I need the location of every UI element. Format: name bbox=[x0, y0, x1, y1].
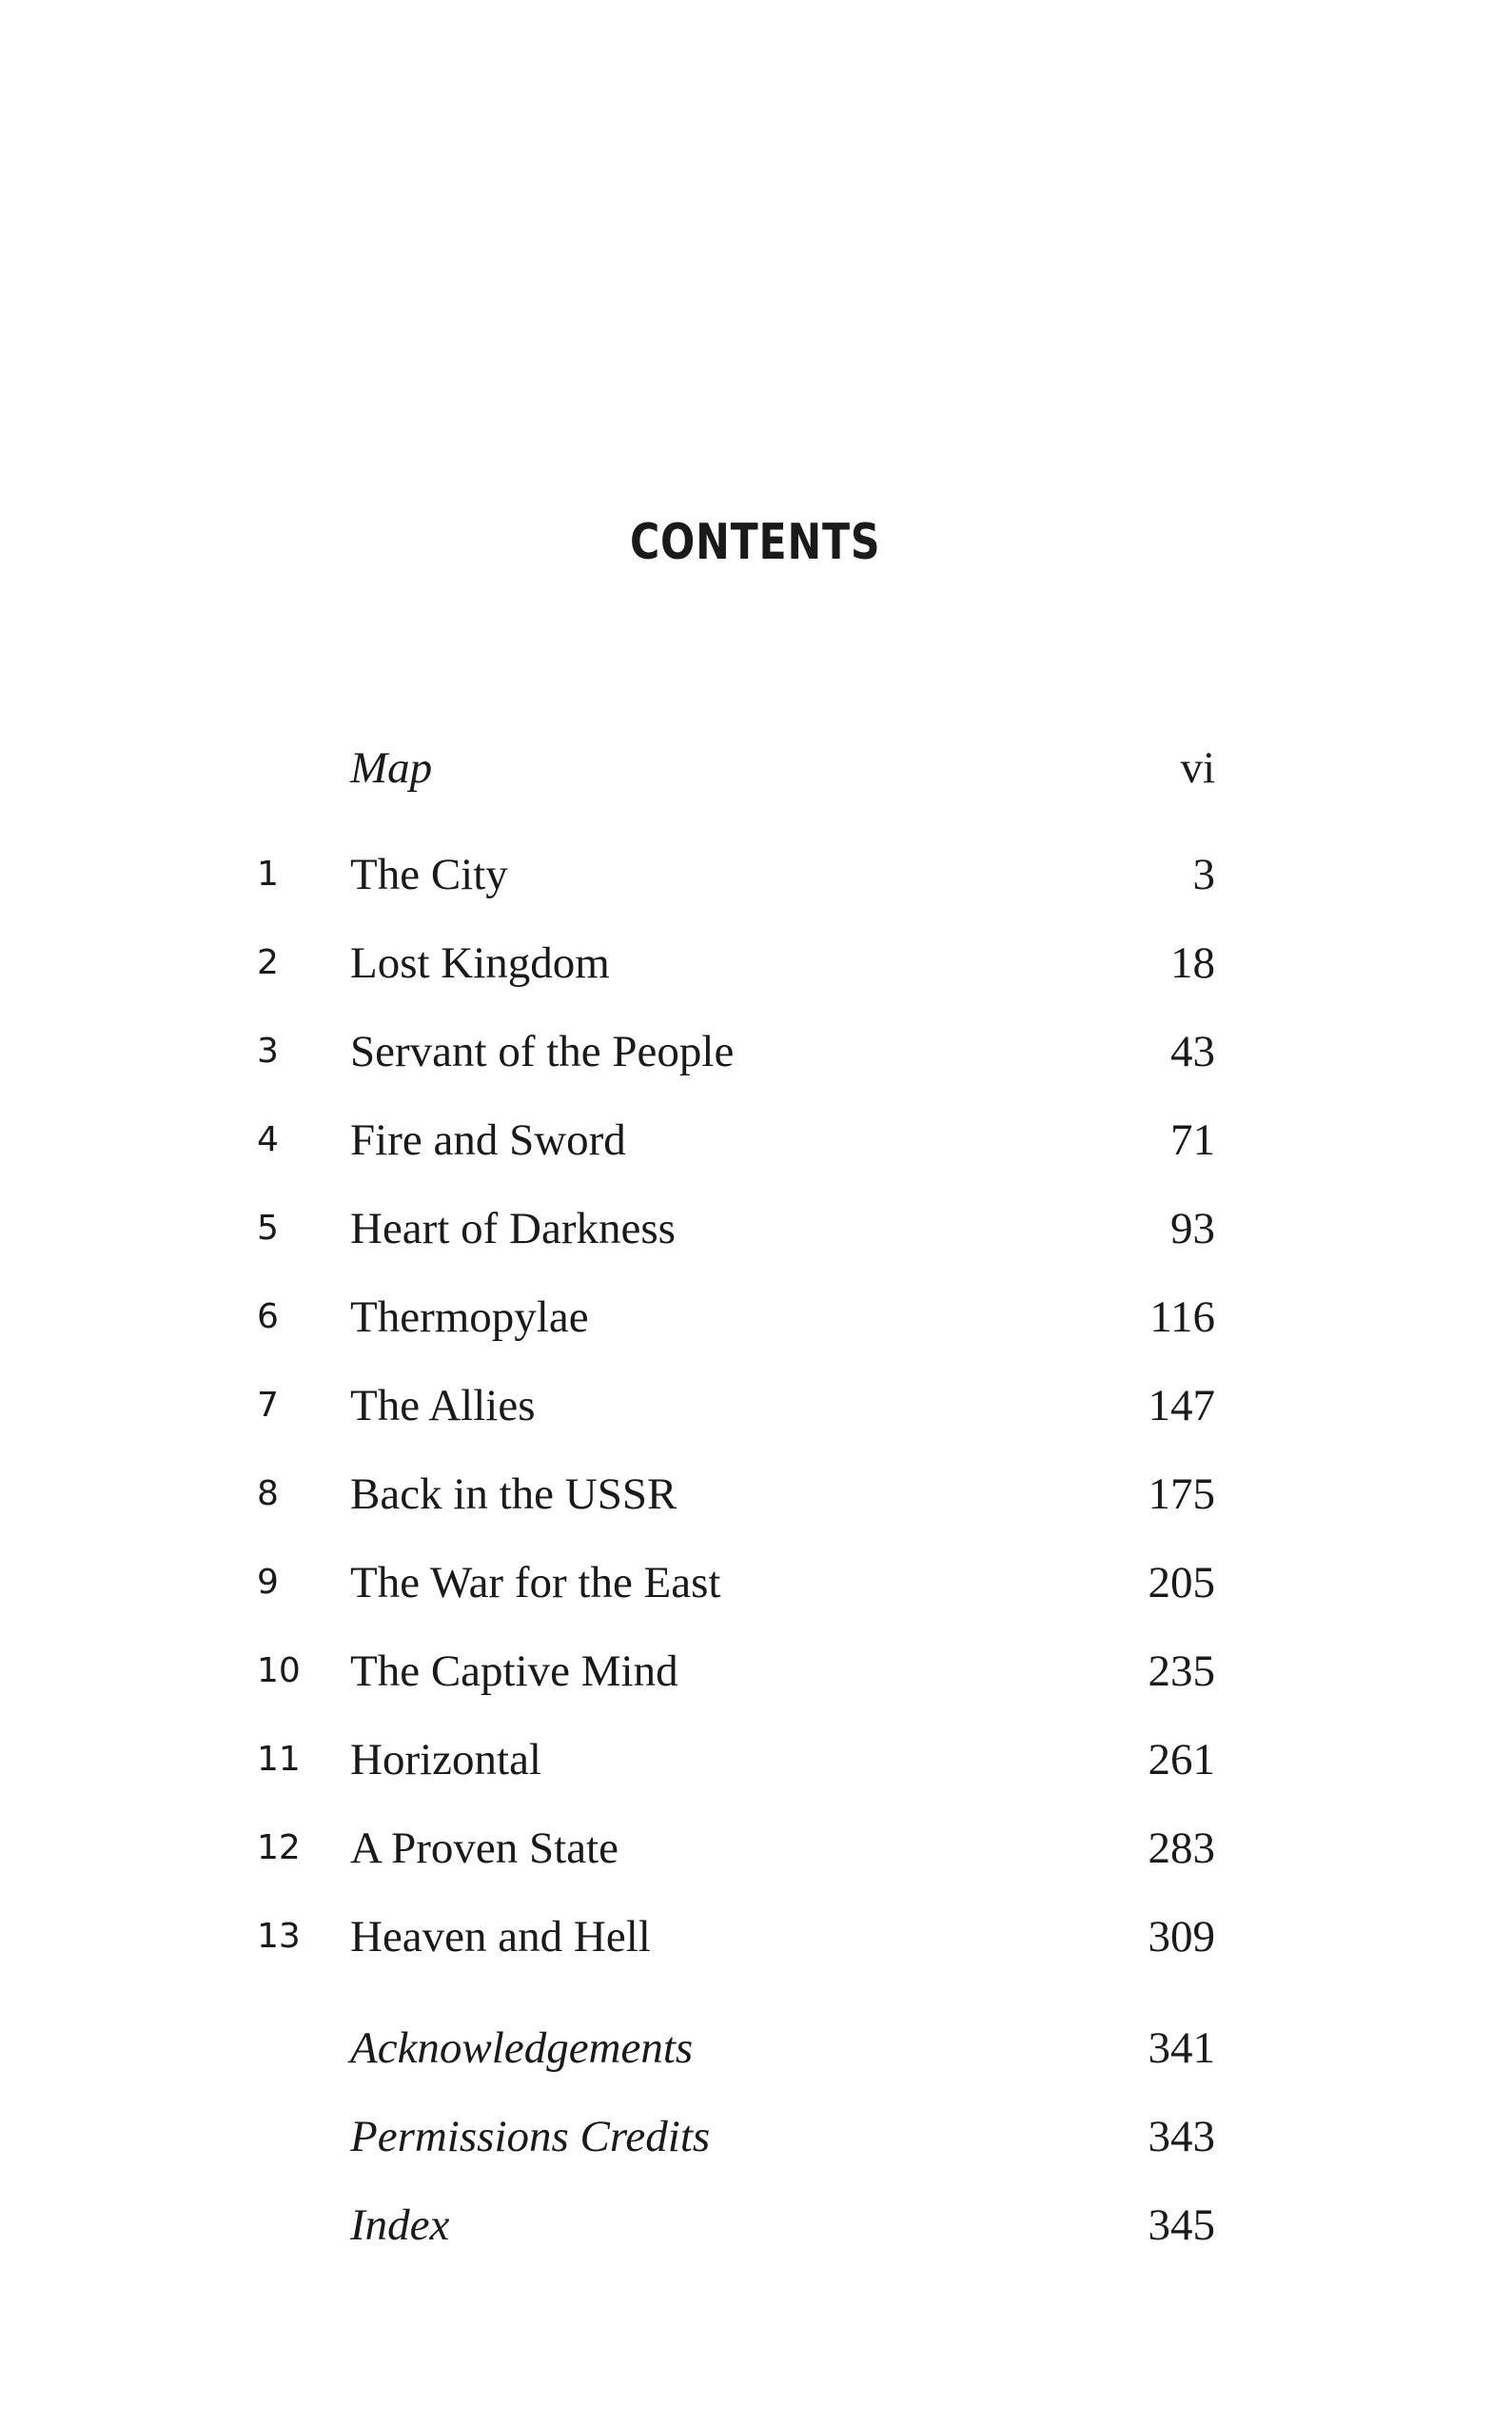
chapter-title: Heaven and Hell bbox=[350, 1912, 651, 1962]
chapter-title: Horizontal bbox=[350, 1735, 541, 1784]
toc-chapter-11 bbox=[0, 1726, 1512, 1793]
chapter-page: 147 bbox=[1148, 1381, 1215, 1430]
toc-entry-label: Map bbox=[350, 743, 433, 793]
toc-entry-permissions-credits bbox=[0, 2103, 1512, 2170]
toc-entry-label: Permissions Credits bbox=[350, 2112, 711, 2161]
toc-entry-label: Acknowledgements bbox=[350, 2023, 694, 2073]
chapter-page: 43 bbox=[1170, 1027, 1215, 1076]
toc-entry-page: 345 bbox=[1148, 2200, 1215, 2250]
page-title: CONTENTS bbox=[629, 514, 881, 571]
chapter-page: 309 bbox=[1148, 1912, 1215, 1962]
chapter-number: 13 bbox=[257, 1917, 301, 1956]
chapter-title: A Proven State bbox=[350, 1824, 619, 1873]
toc-entry-map bbox=[0, 735, 1512, 801]
chapter-title: Fire and Sword bbox=[350, 1115, 626, 1165]
toc-entry-index bbox=[0, 2192, 1512, 2258]
toc-chapter-7 bbox=[0, 1372, 1512, 1439]
chapter-number: 11 bbox=[257, 1740, 301, 1779]
chapter-page: 93 bbox=[1170, 1204, 1215, 1253]
chapter-number: 4 bbox=[257, 1120, 279, 1159]
toc-chapter-13 bbox=[0, 1903, 1512, 1970]
chapter-page: 3 bbox=[1192, 850, 1215, 899]
toc-chapter-8 bbox=[0, 1461, 1512, 1528]
toc-chapter-1 bbox=[0, 841, 1512, 908]
chapter-page: 116 bbox=[1149, 1292, 1215, 1342]
toc-entry-page: 343 bbox=[1148, 2112, 1215, 2161]
chapter-title: Back in the USSR bbox=[350, 1469, 677, 1519]
chapter-title: The War for the East bbox=[350, 1558, 721, 1607]
toc-chapter-6 bbox=[0, 1284, 1512, 1351]
chapter-title: Heart of Darkness bbox=[350, 1204, 676, 1253]
chapter-title: The City bbox=[350, 850, 508, 899]
chapter-page: 261 bbox=[1148, 1735, 1215, 1784]
toc-entry-page: vi bbox=[1180, 743, 1215, 793]
chapter-title: The Allies bbox=[350, 1381, 536, 1430]
chapter-title: The Captive Mind bbox=[350, 1646, 678, 1696]
toc-chapter-10 bbox=[0, 1638, 1512, 1705]
chapter-page: 18 bbox=[1170, 938, 1215, 988]
toc-chapter-2 bbox=[0, 930, 1512, 996]
chapter-number: 7 bbox=[257, 1386, 279, 1425]
chapter-page: 283 bbox=[1148, 1824, 1215, 1873]
toc-entry-page: 341 bbox=[1148, 2023, 1215, 2073]
chapter-number: 1 bbox=[257, 855, 279, 894]
toc-chapter-3 bbox=[0, 1018, 1512, 1085]
chapter-page: 235 bbox=[1148, 1646, 1215, 1696]
toc-chapter-4 bbox=[0, 1107, 1512, 1173]
chapter-number: 5 bbox=[257, 1209, 279, 1248]
chapter-page: 71 bbox=[1170, 1115, 1215, 1165]
toc-chapter-12 bbox=[0, 1815, 1512, 1882]
chapter-title: Lost Kingdom bbox=[350, 938, 610, 988]
chapter-page: 175 bbox=[1148, 1469, 1215, 1519]
chapter-number: 2 bbox=[257, 943, 279, 982]
toc-chapter-5 bbox=[0, 1195, 1512, 1262]
chapter-number: 3 bbox=[257, 1032, 279, 1071]
chapter-number: 12 bbox=[257, 1828, 301, 1867]
toc-chapter-9 bbox=[0, 1549, 1512, 1616]
toc-entry-label: Index bbox=[350, 2200, 450, 2250]
chapter-title: Thermopylae bbox=[350, 1292, 589, 1342]
chapter-page: 205 bbox=[1148, 1558, 1215, 1607]
chapter-title: Servant of the People bbox=[350, 1027, 735, 1076]
chapter-number: 6 bbox=[257, 1297, 279, 1336]
chapter-number: 10 bbox=[257, 1651, 301, 1690]
chapter-number: 9 bbox=[257, 1563, 279, 1602]
chapter-number: 8 bbox=[257, 1474, 279, 1513]
toc-entry-acknowledgements bbox=[0, 2015, 1512, 2081]
